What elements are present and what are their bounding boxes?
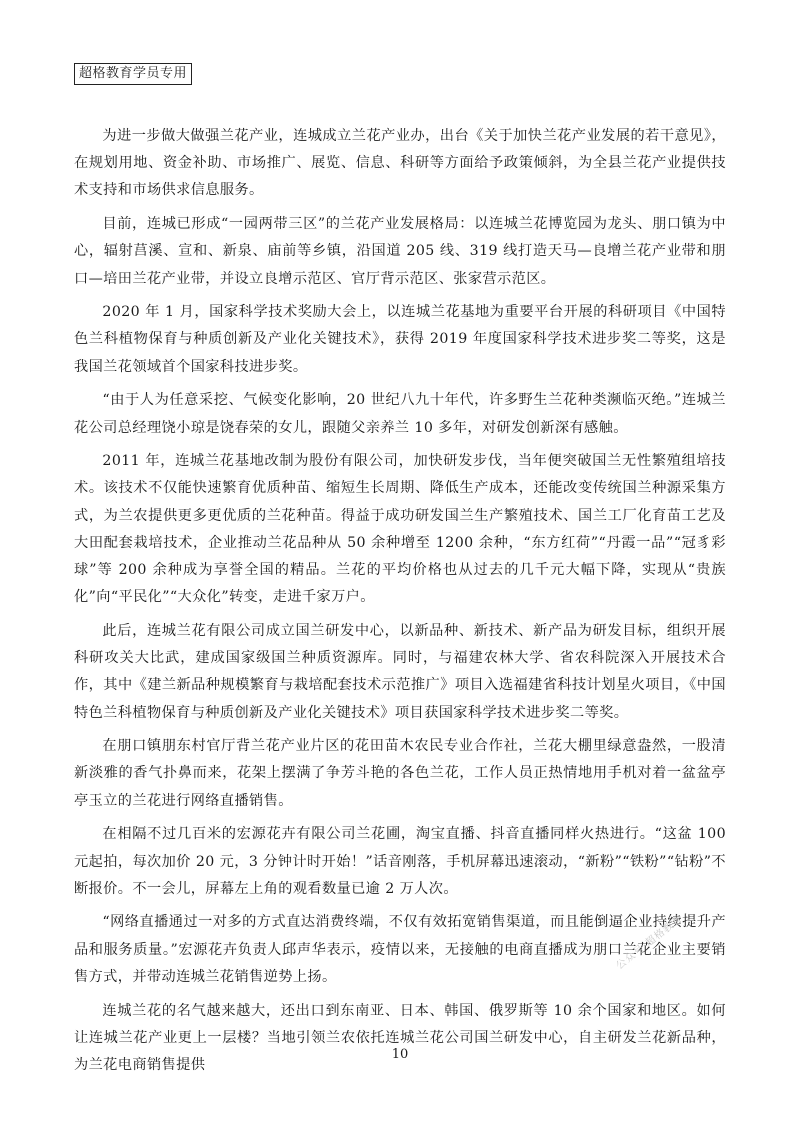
paragraph: “网络直播通过一对多的方式直达消费终端，不仅有效拓宽销售渠道，而且能倒逼企业持续提升产品和服务质量。”宏源花卉负责人邱声华表示，疫情以来，无接触的电商直播成为朋口兰花企业主要销售方式，并带动连城兰花销售逆势上扬。 (74, 914, 726, 985)
page-number: 10 (391, 1047, 409, 1062)
paragraph: 此后，连城兰花有限公司成立国兰研发中心，以新品种、新技术、新产品为研发目标，组织开展科研攻关大比武，建成国家级国兰种质资源库。同时，与福建农林大学、省农科院深入开展技术合作，其中《建兰新品种规模繁育与栽培配套技术示范推广》项目入选福建省科技计划星火项目，《中国特色兰科植物保育与种质创新及产业化关键技术》项目获国家科学技术进步奖二等奖。 (74, 622, 726, 721)
paragraph: 连城兰花的名气越来越大，还出口到东南亚、日本、韩国、俄罗斯等 10 余个国家和地区。如何让连城兰花产业更上一层楼？当地引领兰农依托连城兰花公司国兰研发中心，自主研发兰花新品种，为兰花电商销售提供 (74, 1002, 726, 1073)
paragraph: 2020 年 1 月，国家科学技术奖励大会上，以连城兰花基地为重要平台开展的科研项目《中国特色兰科植物保育与种质创新及产业化关键技术》，获得 2019 年度国家科学技术进步奖二等奖，这是我国兰花领域首个国家科技进步奖。 (74, 304, 726, 375)
paragraph: 目前，连城已形成“一园两带三区”的兰花产业发展格局：以连城兰花博览园为龙头、朋口镇为中心，辐射莒溪、宣和、新泉、庙前等乡镇，沿国道 205 线、319 线打造天马—良增兰花产业带和朋口—培田兰花产业带，并设立良增示范区、官厅背示范区、张家营示范区。 (74, 216, 726, 287)
header-tag: 超格教育学员专用 (74, 63, 192, 85)
paragraph: 在朋口镇朋东村官厅背兰花产业片区的花田苗木农民专业合作社，兰花大棚里绿意盎然，一股清新淡雅的香气扑鼻而来，花架上摆满了争芳斗艳的各色兰花，工作人员正热情地用手机对着一盆盆亭亭玉立的兰花进行网络直播销售。 (74, 738, 726, 809)
paragraph: 在相隔不过几百米的宏源花卉有限公司兰花圃，淘宝直播、抖音直播同样火热进行。“这盆 100 元起拍，每次加价 20 元，3 分钟计时开始！”话音刚落，手机屏幕迅速滚动，“新粉”“铁粉”“钻粉”不断报价。不一会儿，屏幕左上角的观看数量已逾 2 万人次。 (74, 826, 726, 897)
article-body (74, 123, 726, 1086)
watermark: 公众号·超格教育 (614, 913, 686, 972)
paragraph: 2011 年，连城兰花基地改制为股份有限公司，加快研发步伐，当年便突破国兰无性繁殖组培技术。该技术不仅能快速繁育优质种苗、缩短生长周期、降低生产成本，还能改变传统国兰种源采集方式，为兰农提供更多更优质的兰花种苗。得益于成功研发国兰生产繁殖技术、国兰工厂化育苗工艺及大田配套栽培技术，企业推动兰花品种从 50 余种增至 1200 余种，“东方红荷”“丹霞一品”“冠豸彩球”等 200 余种成为享誉全国的精品。兰花的平均价格也从过去的几千元大幅下降，实现从“贵族化”向“平民化”“大众化”转变，走进千家万户。 (74, 453, 726, 606)
paragraph: “由于人为任意采挖、气候变化影响，20 世纪八九十年代，许多野生兰花种类濒临灭绝。”连城兰花公司总经理饶小琼是饶春荣的女儿，跟随父亲养兰 10 多年，对研发创新深有感触。 (74, 392, 726, 436)
paragraph: 为进一步做大做强兰花产业，连城成立兰花产业办，出台《关于加快兰花产业发展的若干意见》，在规划用地、资金补助、市场推广、展览、信息、科研等方面给予政策倾斜，为全县兰花产业提供技术支持和市场供求信息服务。 (74, 128, 726, 199)
